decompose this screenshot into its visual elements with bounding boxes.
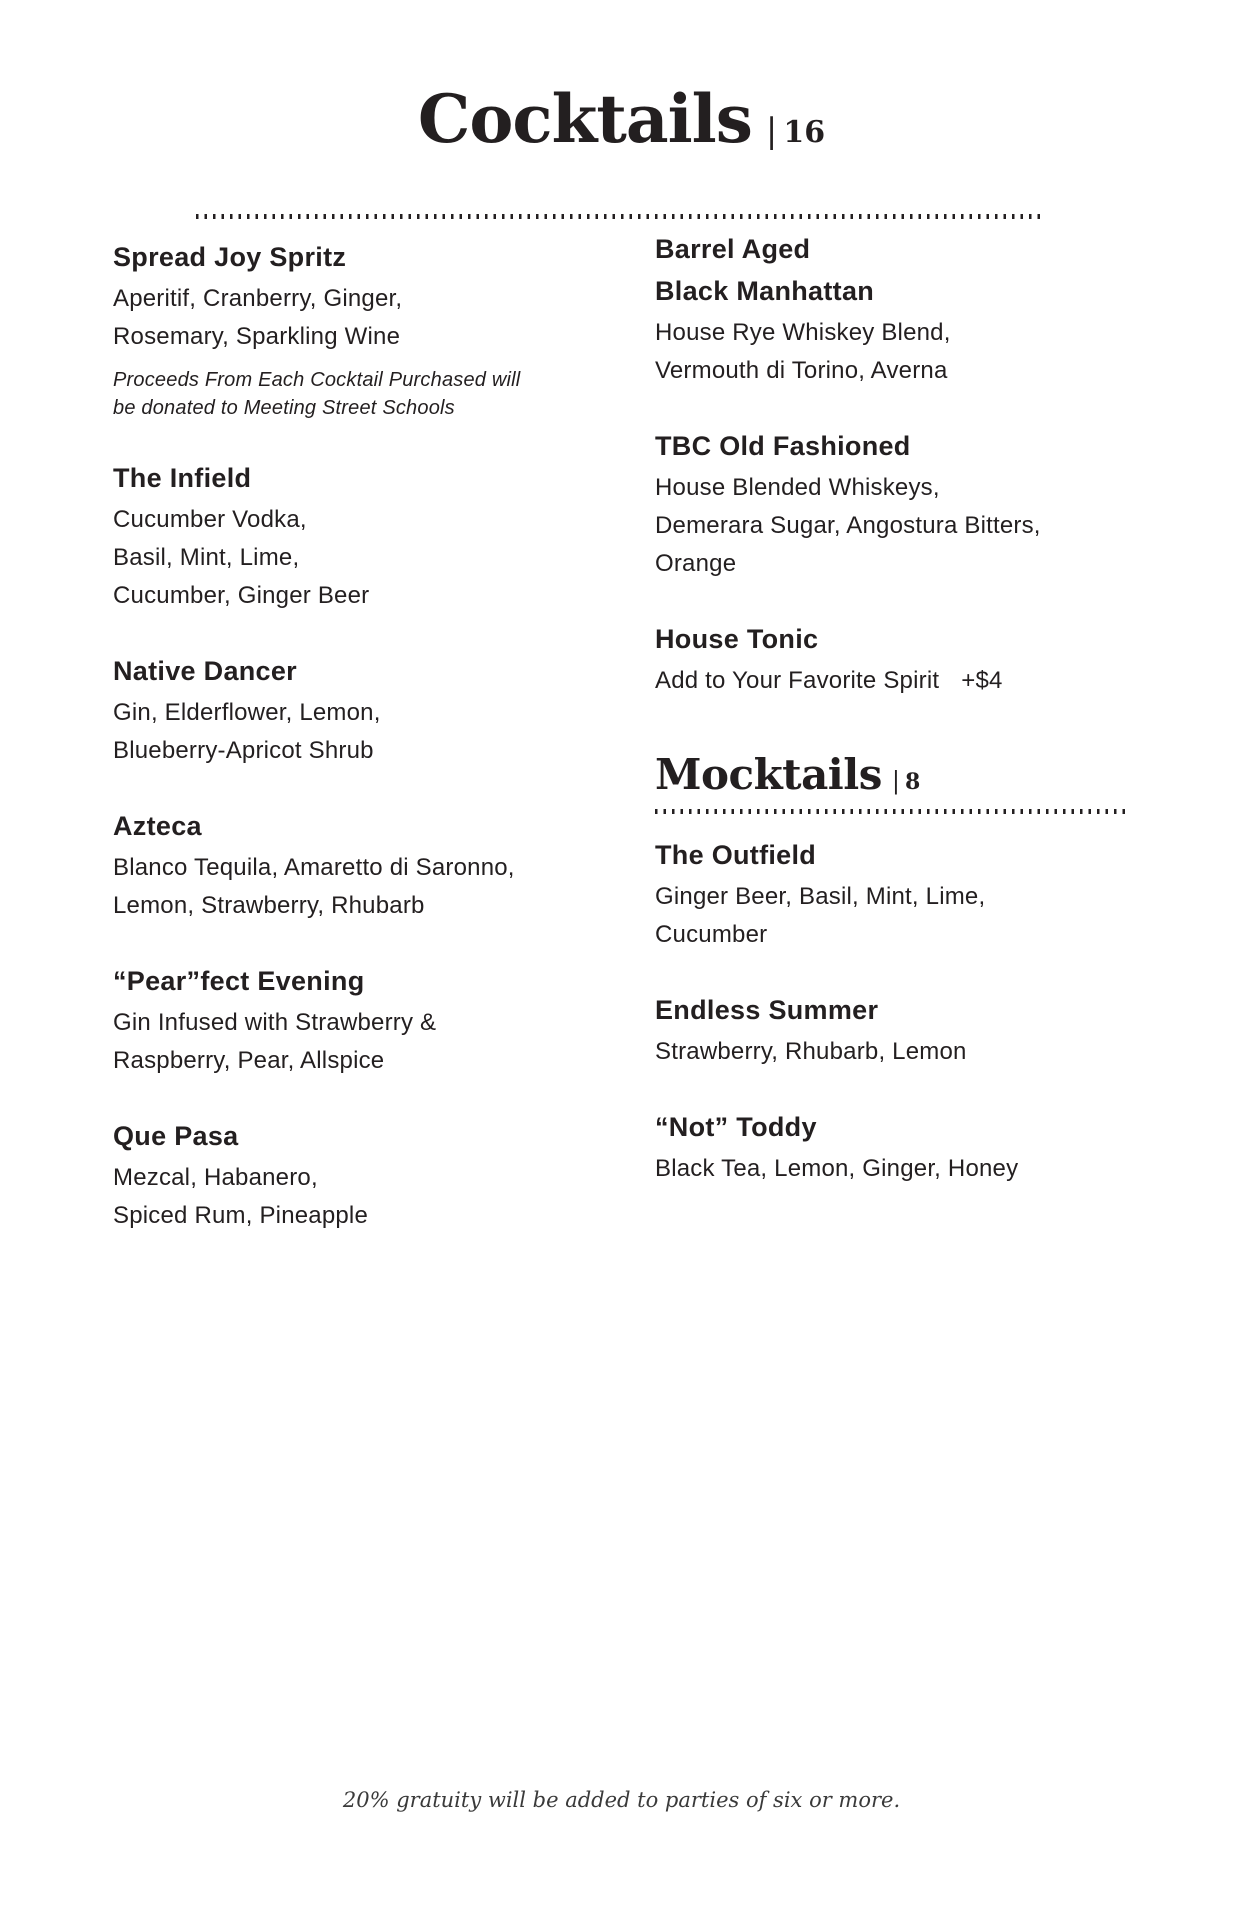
- item-desc-line: Strawberry, Rhubarb, Lemon: [655, 1038, 967, 1065]
- item-desc-line: Lemon, Strawberry, Rhubarb: [113, 892, 425, 919]
- item-name: The Infield: [113, 463, 252, 493]
- title-price: 16: [783, 115, 826, 150]
- menu-item-spread-joy-spritz: [113, 238, 613, 422]
- item-name-line: Black Manhattan: [655, 276, 875, 306]
- menu-item-not-toddy: [655, 1108, 1155, 1188]
- item-desc-line: Cucumber, Ginger Beer: [113, 582, 370, 609]
- item-name: Native Dancer: [113, 656, 297, 686]
- item-desc-line: Rosemary, Sparkling Wine: [113, 323, 401, 350]
- item-name: TBC Old Fashioned: [655, 431, 911, 461]
- item-desc-line: House Blended Whiskeys,: [655, 474, 940, 501]
- item-desc-line: Blueberry-Apricot Shrub: [113, 737, 374, 764]
- item-desc-line: Cucumber: [655, 921, 768, 948]
- cocktails-column-right: [655, 230, 1155, 1225]
- item-name: Endless Summer: [655, 995, 879, 1025]
- item-desc-line: [655, 662, 1155, 700]
- menu-item-que-pasa: [113, 1117, 613, 1235]
- menu-item-house-tonic: [655, 620, 1155, 700]
- title-price-divider: |: [765, 111, 778, 151]
- addon-price: +$4: [961, 667, 1003, 694]
- item-charity-note: [113, 366, 613, 422]
- item-name: Que Pasa: [113, 1121, 239, 1151]
- item-desc-text: Add to Your Favorite Spirit: [655, 667, 940, 694]
- mocktails-header: [655, 750, 1155, 799]
- gratuity-note: 20% gratuity will be added to parties of six or more.: [342, 1788, 901, 1812]
- item-desc-line: Aperitif, Cranberry, Ginger,: [113, 285, 403, 312]
- item-desc-line: Blanco Tequila, Amaretto di Saronno,: [113, 854, 515, 881]
- cocktails-column-left: [113, 238, 613, 1272]
- menu-item-native-dancer: [113, 652, 613, 770]
- item-desc-line: Basil, Mint, Lime,: [113, 544, 300, 571]
- item-desc-line: Black Tea, Lemon, Ginger, Honey: [655, 1155, 1019, 1182]
- note-line: Proceeds From Each Cocktail Purchased will: [113, 369, 521, 391]
- header-dotted-divider: [196, 214, 1044, 219]
- menu-item-the-outfield: [655, 836, 1155, 954]
- mocktails-price: 8: [904, 769, 921, 795]
- item-desc-line: Vermouth di Torino, Averna: [655, 357, 948, 384]
- item-name: Spread Joy Spritz: [113, 242, 347, 272]
- mocktails-title: Mocktails: [655, 750, 882, 799]
- menu-item-tbc-old-fashioned: [655, 427, 1155, 583]
- item-name: The Outfield: [655, 840, 817, 870]
- item-desc-line: Gin Infused with Strawberry &: [113, 1009, 437, 1036]
- item-name: “Pear”fect Evening: [113, 966, 365, 996]
- item-desc-line: Orange: [655, 550, 737, 577]
- item-desc-line: Raspberry, Pear, Allspice: [113, 1047, 385, 1074]
- item-desc-line: Gin, Elderflower, Lemon,: [113, 699, 381, 726]
- item-name: House Tonic: [655, 624, 819, 654]
- menu-item-endless-summer: [655, 991, 1155, 1071]
- menu-item-the-infield: [113, 459, 613, 615]
- mocktails-dotted-divider: [655, 809, 1128, 814]
- item-name: Azteca: [113, 811, 202, 841]
- menu-item-pearfect-evening: [113, 962, 613, 1080]
- item-desc-line: Cucumber Vodka,: [113, 506, 307, 533]
- item-desc-line: Demerara Sugar, Angostura Bitters,: [655, 512, 1041, 539]
- item-desc-line: Mezcal, Habanero,: [113, 1164, 318, 1191]
- item-desc-line: House Rye Whiskey Blend,: [655, 319, 951, 346]
- mocktails-section: [655, 750, 1155, 1188]
- note-line: be donated to Meeting Street Schools: [113, 397, 455, 419]
- menu-item-azteca: [113, 807, 613, 925]
- menu-header: [0, 80, 1243, 158]
- item-name: “Not” Toddy: [655, 1112, 817, 1142]
- menu-item-barrel-aged-black-manhattan: [655, 230, 1155, 390]
- mocktails-price-divider: |: [891, 767, 900, 795]
- item-desc-line: Spiced Rum, Pineapple: [113, 1202, 369, 1229]
- page-title: Cocktails: [417, 80, 752, 158]
- item-desc-line: Ginger Beer, Basil, Mint, Lime,: [655, 883, 986, 910]
- item-name-line: Barrel Aged: [655, 234, 811, 264]
